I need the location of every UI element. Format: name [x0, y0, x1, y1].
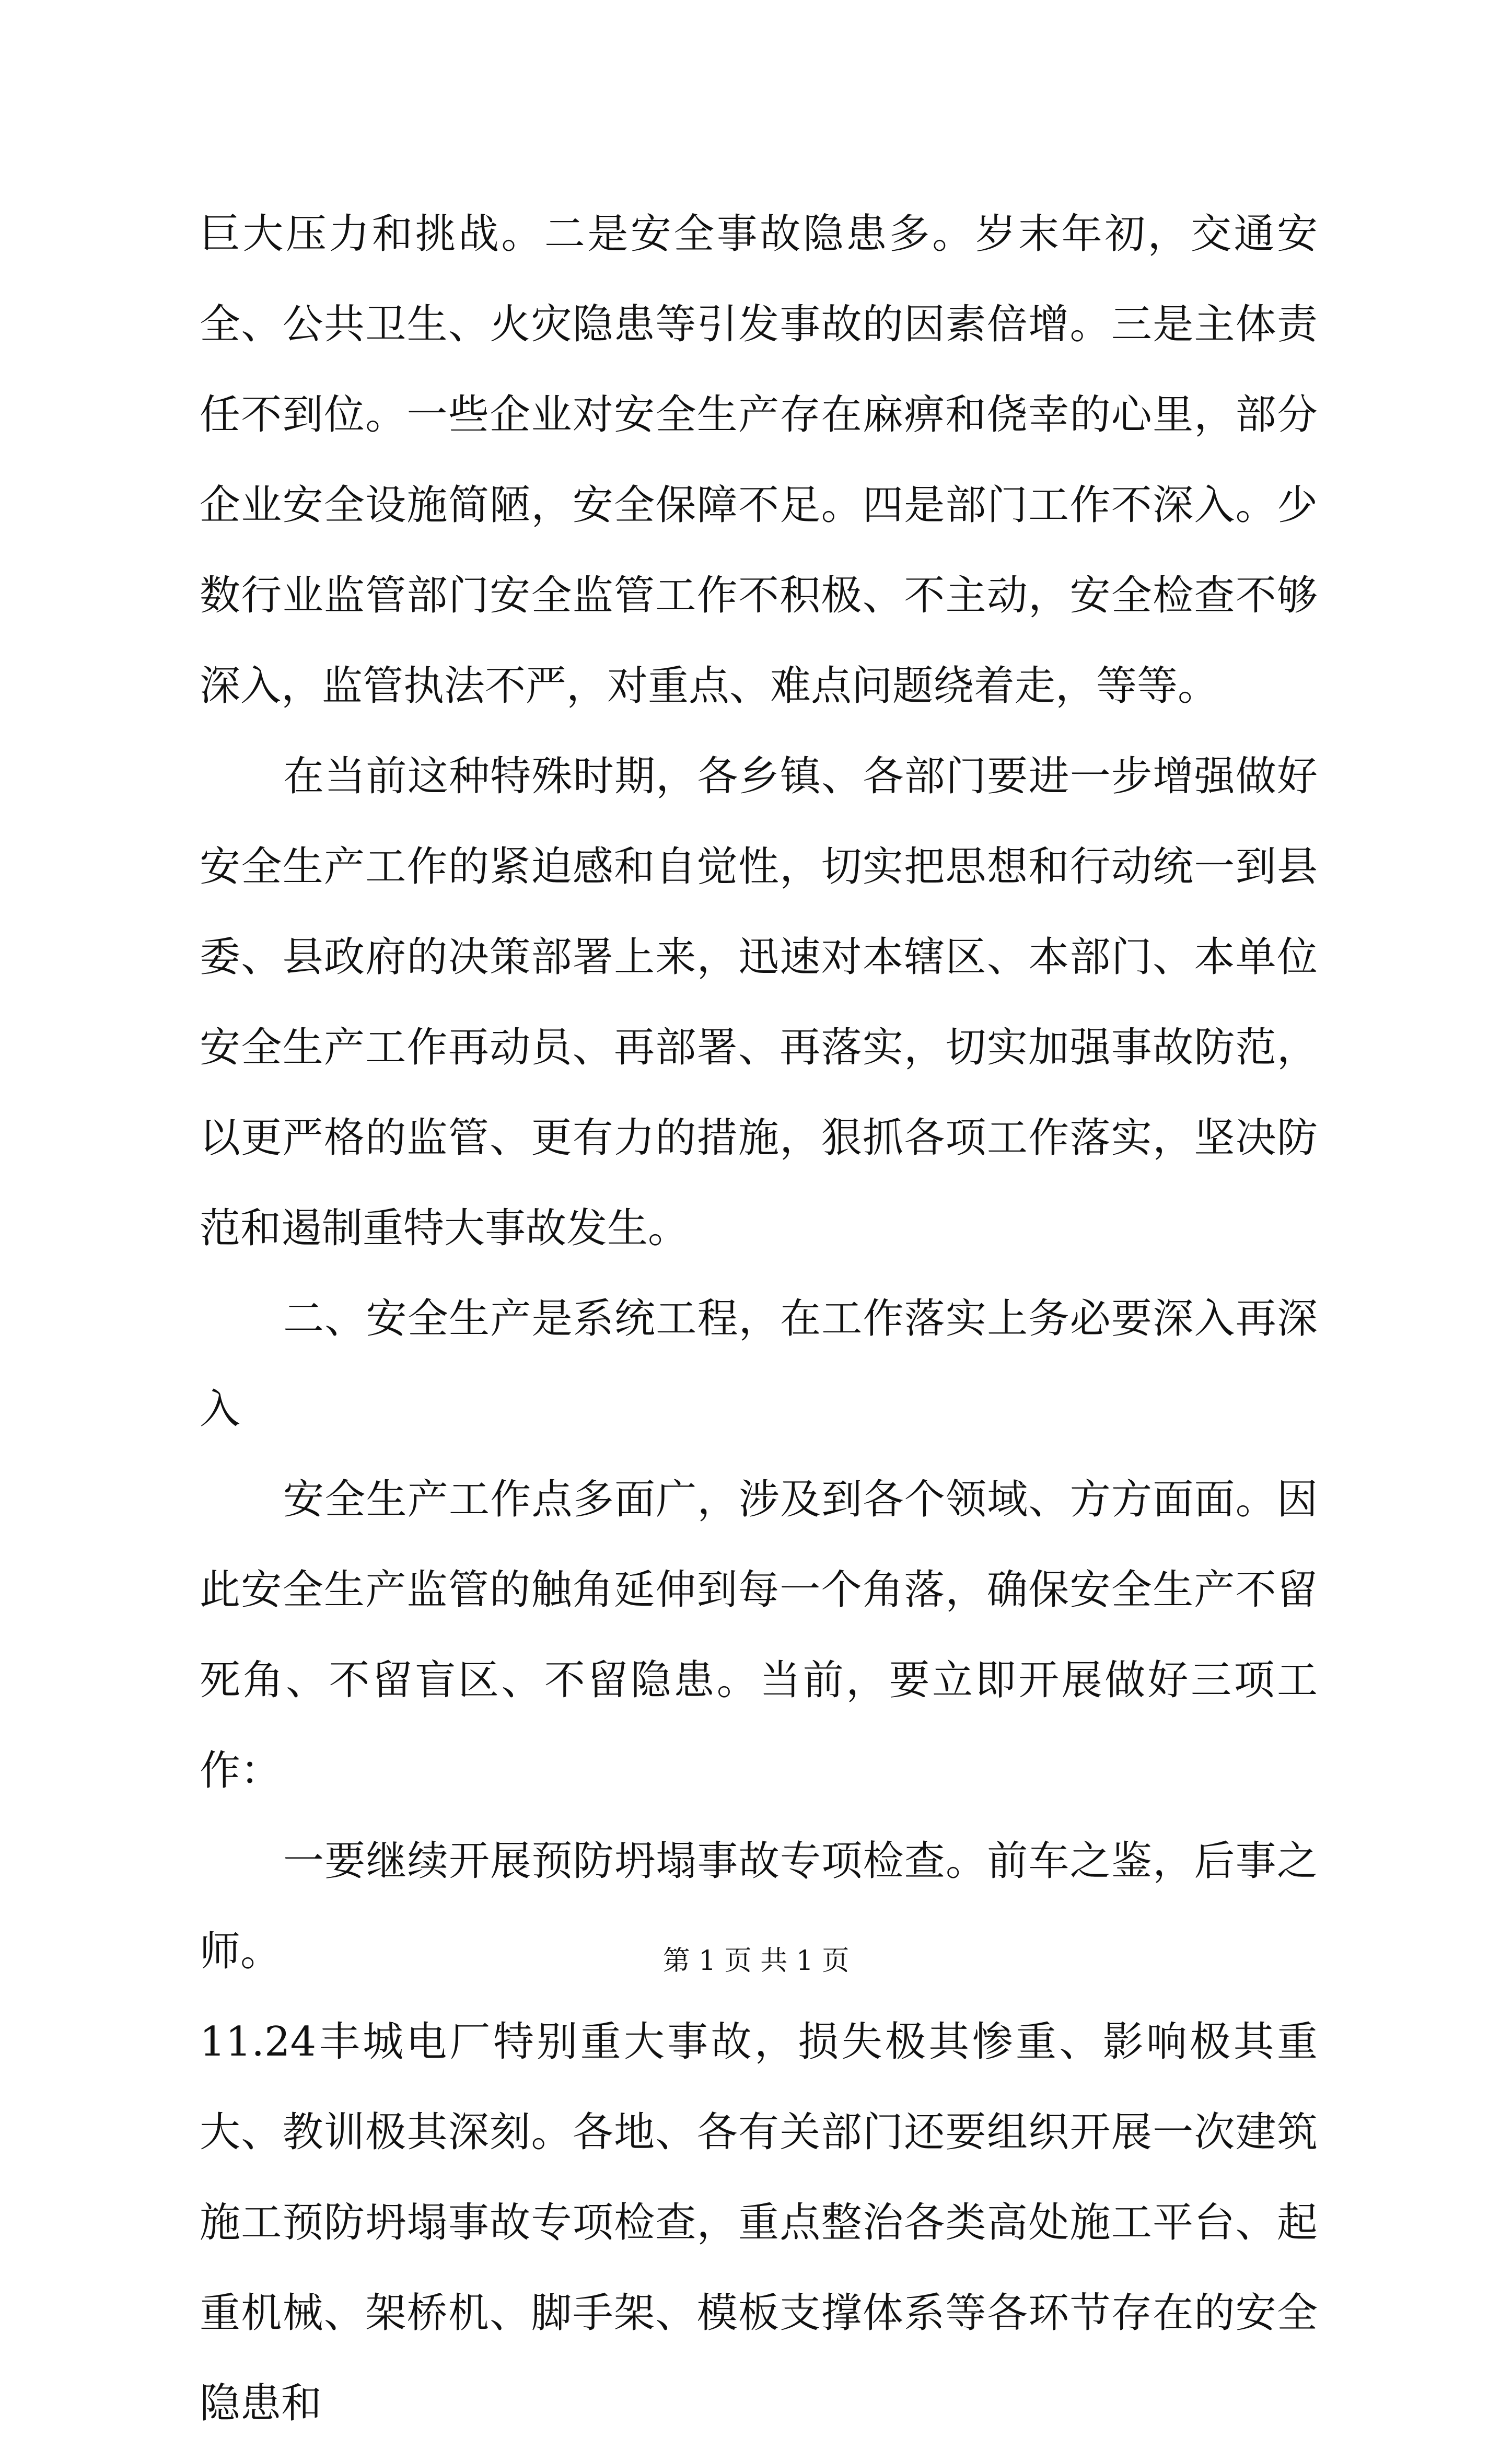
- paragraph-1: 巨大压力和挑战。二是安全事故隐患多。岁末年初，交通安全、公共卫生、火灾隐患等引发事故的因素倍增。三是主体责任不到位。一些企业对安全生产存在麻痹和侥幸的心里，部分企业安全设施简陋，安全保障不足。四是部门工作不深入。少数行业监管部门安全监管工作不积极、不主动，安全检查不够深入，监管执法不严，对重点、难点问题绕着走，等等。: [200, 211, 1318, 710]
- paragraph-2: 在当前这种特殊时期，各乡镇、各部门要进一步增强做好安全生产工作的紧迫感和自觉性，切实把思想和行动统一到县委、县政府的决策部署上来，迅速对本辖区、本部门、本单位安全生产工作再动员、再部署、再落实，切实加强事故防范，以更严格的监管、更有力的措施，狠抓各项工作落实，坚决防范和遏制重特大事故发生。: [200, 753, 1318, 1252]
- paragraph-5: 11.24丰城电厂特别重大事故，损失极其惨重、影响极其重大、教训极其深刻。各地、各有关部门还要组织开展一次建筑施工预防坍塌事故专项检查，重点整治各类高处施工平台、起重机械、架桥机、脚手架、模板支撑体系等各环节存在的安全隐患和: [200, 2018, 1318, 2427]
- paragraph-4: 一要继续开展预防坍塌事故专项检查。前车之鉴，后事之师。: [200, 1838, 1318, 1975]
- page-footer: 第 1 页 共 1 页: [662, 1945, 850, 1977]
- document-body: [200, 189, 1318, 2449]
- section-heading-2: 二、安全生产是系统工程，在工作落实上务必要深入再深入: [200, 1295, 1318, 1433]
- paragraph-3: 安全生产工作点多面广，涉及到各个领域、方方面面。因此安全生产监管的触角延伸到每一个角落，确保安全生产不留死角、不留盲区、不留隐患。当前，要立即开展做好三项工作：: [200, 1476, 1318, 1794]
